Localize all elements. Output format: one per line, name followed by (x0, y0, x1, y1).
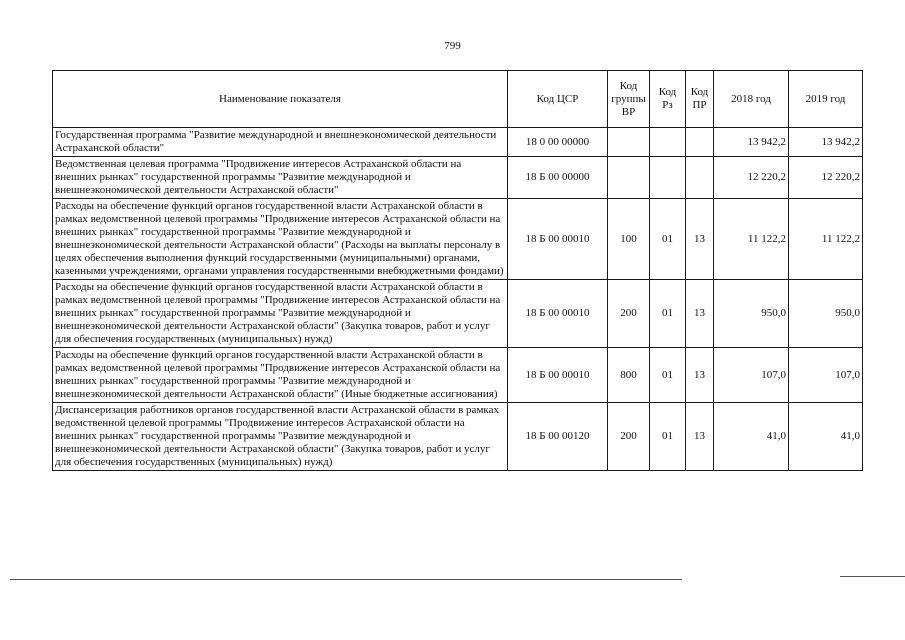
budget-table (52, 70, 863, 471)
row-csr: 18 Б 00 00010 (508, 199, 608, 280)
row-rz: 01 (650, 280, 686, 348)
row-pr: 13 (686, 403, 714, 471)
table-header-row (53, 71, 863, 128)
row-vr: 200 (608, 403, 650, 471)
row-name: Диспансеризация работников органов государственной власти Астраханской области в рамках ведомственной целевой программы "Продвижение интересов Астраханской области на внешних рынках" государственной программы "Развитие международной и внешнеэкономической деятельности Астраханской области" (Закупка товаров, работ и услуг для обеспечения государственных (муниципальных) нужд) (53, 403, 508, 471)
header-vr-label: Код группы ВР (611, 79, 646, 118)
row-pr (686, 157, 714, 199)
row-name: Расходы на обеспечение функций органов государственной власти Астраханской области в рамках ведомственной целевой программы "Продвижение интересов Астраханской области на внешних рынках" государственной программы "Развитие международной и внешнеэкономической деятельности Астраханской области" (Расходы на выплаты персоналу в целях обеспечения выполнения функций государственными (муниципальными) органами, казенными учреждениями, органами управления государственными внебюджетными фондами) (53, 199, 508, 280)
header-rz (650, 71, 686, 128)
row-csr: 18 Б 00 00010 (508, 348, 608, 403)
header-2019: 2019 год (789, 71, 863, 128)
header-pr-label: Код ПР (690, 86, 709, 111)
row-2019: 11 122,2 (789, 199, 863, 280)
row-csr: 18 Б 00 00010 (508, 280, 608, 348)
table-row (53, 199, 863, 280)
row-2018: 950,0 (714, 280, 789, 348)
row-vr (608, 128, 650, 157)
row-2018: 13 942,2 (714, 128, 789, 157)
table-row (53, 280, 863, 348)
row-csr: 18 Б 00 00000 (508, 157, 608, 199)
page-bottom-rule (10, 579, 682, 580)
table-row (53, 128, 863, 157)
table-row (53, 403, 863, 471)
row-name: Расходы на обеспечение функций органов государственной власти Астраханской области в рамках ведомственной целевой программы "Продвижение интересов Астраханской области на внешних рынках" государственной программы "Развитие международной и внешнеэкономической деятельности Астраханской области" (Закупка товаров, работ и услуг для обеспечения государственных (муниципальных) нужд) (53, 280, 508, 348)
row-csr: 18 Б 00 00120 (508, 403, 608, 471)
row-2018: 41,0 (714, 403, 789, 471)
row-2019: 12 220,2 (789, 157, 863, 199)
row-2018: 11 122,2 (714, 199, 789, 280)
row-2018: 12 220,2 (714, 157, 789, 199)
header-2018: 2018 год (714, 71, 789, 128)
header-pr (686, 71, 714, 128)
row-name: Государственная программа "Развитие международной и внешнеэкономической деятельности Астраханской области" (53, 128, 508, 157)
row-vr: 200 (608, 280, 650, 348)
header-name: Наименование показателя (53, 71, 508, 128)
row-pr (686, 128, 714, 157)
header-csr: Код ЦСР (508, 71, 608, 128)
page-bottom-rule-right (840, 576, 905, 577)
row-pr: 13 (686, 280, 714, 348)
row-2019: 41,0 (789, 403, 863, 471)
row-rz: 01 (650, 403, 686, 471)
row-rz (650, 128, 686, 157)
row-name: Расходы на обеспечение функций органов государственной власти Астраханской области в рамках ведомственной целевой программы "Продвижение интересов Астраханской области на внешних рынках" государственной программы "Развитие международной и внешнеэкономической деятельности Астраханской области" (Иные бюджетные ассигнования) (53, 348, 508, 403)
row-2018: 107,0 (714, 348, 789, 403)
row-pr: 13 (686, 199, 714, 280)
row-rz (650, 157, 686, 199)
page-number: 799 (444, 40, 461, 52)
row-vr: 800 (608, 348, 650, 403)
row-2019: 13 942,2 (789, 128, 863, 157)
header-rz-label: Код Рз (658, 86, 677, 111)
row-vr: 100 (608, 199, 650, 280)
row-rz: 01 (650, 348, 686, 403)
row-csr: 18 0 00 00000 (508, 128, 608, 157)
table-row (53, 348, 863, 403)
table-row (53, 157, 863, 199)
header-vr (608, 71, 650, 128)
row-pr: 13 (686, 348, 714, 403)
row-name: Ведомственная целевая программа "Продвижение интересов Астраханской области на внешних рынках" государственной программы "Развитие международной и внешнеэкономической деятельности Астраханской области" (53, 157, 508, 199)
row-2019: 950,0 (789, 280, 863, 348)
row-2019: 107,0 (789, 348, 863, 403)
row-vr (608, 157, 650, 199)
row-rz: 01 (650, 199, 686, 280)
